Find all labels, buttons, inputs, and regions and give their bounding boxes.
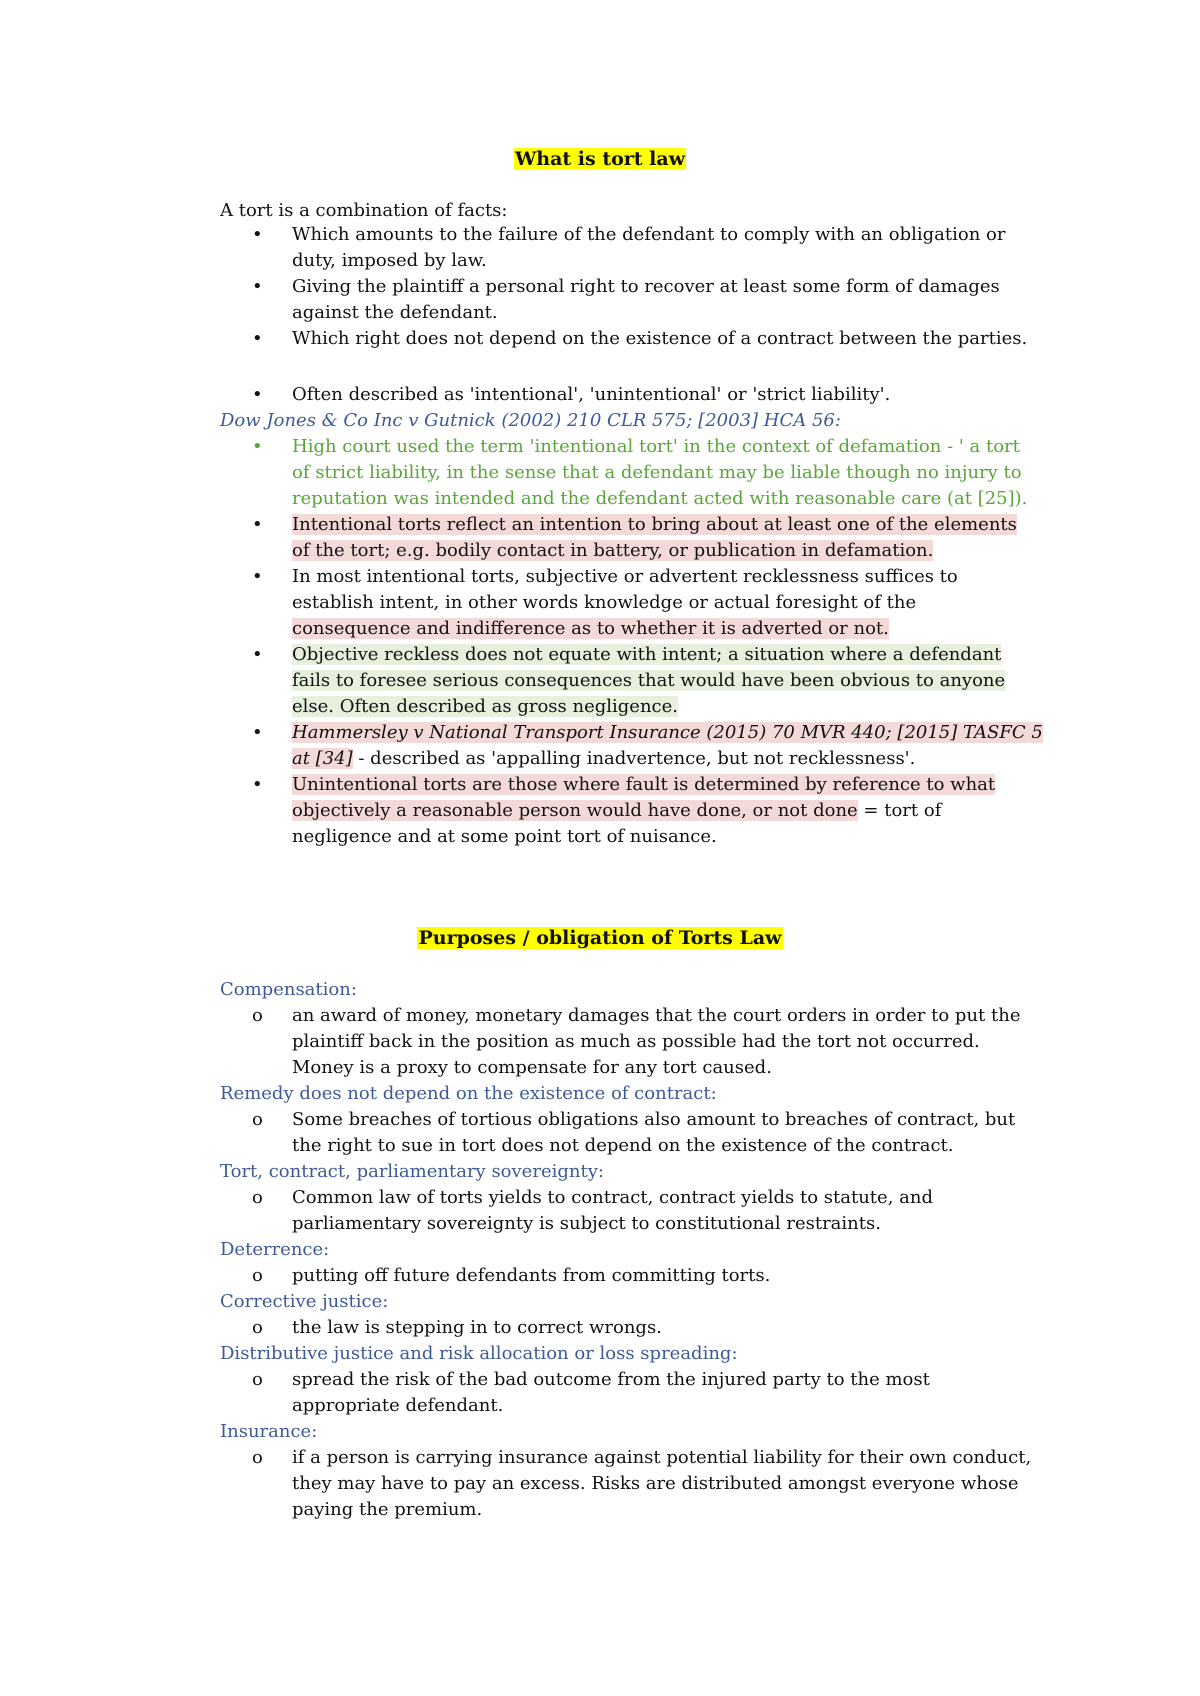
list-item: High court used the term 'intentional tort' in the context of defamation - ' a tort of strict liability, in the sense that a defendant may be liable though no injury to reputation was intended and the defendant acted with reasonable care (at [25]).	[292, 436, 1028, 509]
circle-bullet-icon: o	[252, 1005, 263, 1026]
list-item: Objective reckless does not equate with intent; a situation where a defendant fails to foresee serious consequences that would have been obvious to anyone else. Often described as gross negligence.	[292, 644, 1006, 717]
case-reference: Dow Jones & Co Inc v Gutnick (2002) 210 CLR 575; [2003] HCA 56:	[220, 410, 841, 431]
circle-bullet-icon: o	[252, 1109, 263, 1130]
list-item: spread the risk of the bad outcome from the injured party to the most appropriate defendant.	[292, 1369, 930, 1416]
bullet-icon: •	[252, 514, 263, 535]
list-item: Often described as 'intentional', 'unintentional' or 'strict liability'.	[292, 384, 891, 405]
list-item: Intentional torts reflect an intention to bring about at least one of the elements of the tort; e.g. bodily contact in battery, or publication in defamation.	[292, 514, 1017, 561]
group-label: Insurance:	[220, 1421, 318, 1442]
section-heading-purposes: Purposes / obligation of Torts Law	[418, 927, 782, 949]
circle-bullet-icon: o	[252, 1187, 263, 1208]
bullet-icon: •	[252, 722, 263, 743]
circle-bullet-icon: o	[252, 1265, 263, 1286]
group-label: Corrective justice:	[220, 1291, 389, 1312]
section-heading-tort-law: What is tort law	[514, 148, 686, 170]
group-label: Tort, contract, parliamentary sovereignty:	[220, 1161, 604, 1182]
group-label: Deterrence:	[220, 1239, 330, 1260]
list-item: Which amounts to the failure of the defendant to comply with an obligation or duty, imposed by law.	[292, 224, 1006, 271]
circle-bullet-icon: o	[252, 1447, 263, 1468]
list-item: the law is stepping in to correct wrongs.	[292, 1317, 662, 1338]
bullet-icon: •	[252, 566, 263, 587]
list-item: Common law of torts yields to contract, contract yields to statute, and parliamentary sovereignty is subject to constitutional restraints.	[292, 1187, 933, 1234]
bullet-icon: •	[252, 224, 263, 245]
group-label: Compensation:	[220, 979, 357, 1000]
list-item: an award of money, monetary damages that the court orders in order to put the plaintiff back in the position as much as possible had the tort not occurred. Money is a proxy to compensate for any tort caused.	[292, 1005, 1021, 1078]
bullet-icon: •	[252, 644, 263, 665]
bullet-icon: •	[252, 774, 263, 795]
intro-text: A tort is a combination of facts:	[220, 200, 508, 221]
list-item: Some breaches of tortious obligations also amount to breaches of contract, but the right to sue in tort does not depend on the existence of the contract.	[292, 1109, 1016, 1156]
circle-bullet-icon: o	[252, 1369, 263, 1390]
list-item: putting off future defendants from committing torts.	[292, 1265, 771, 1286]
list-item: In most intentional torts, subjective or advertent recklessness suffices to establish intent, in other words knowledge or actual foresight of the consequence and indifference as to whether it is adverted or not.	[292, 566, 958, 639]
bullet-icon: •	[252, 384, 263, 405]
list-item: Unintentional torts are those where fault is determined by reference to what objectively a reasonable person would have done, or not done = tort of negligence and at some point tort of nuisance.	[292, 774, 996, 847]
bullet-icon: •	[252, 276, 263, 297]
bullet-icon: •	[252, 436, 263, 457]
list-item: Which right does not depend on the existence of a contract between the parties.	[292, 328, 1028, 349]
bullet-icon: •	[252, 328, 263, 349]
list-item: if a person is carrying insurance against potential liability for their own conduct, they may have to pay an excess. Risks are distributed amongst everyone whose paying the premium.	[292, 1447, 1032, 1520]
group-label: Remedy does not depend on the existence of contract:	[220, 1083, 717, 1104]
circle-bullet-icon: o	[252, 1317, 263, 1338]
list-item: Hammersley v National Transport Insurance (2015) 70 MVR 440; [2015] TASFC 5 at [34] - described as 'appalling inadvertence, but not recklessness'.	[292, 722, 1043, 769]
group-label: Distributive justice and risk allocation or loss spreading:	[220, 1343, 738, 1364]
list-item: Giving the plaintiff a personal right to recover at least some form of damages against the defendant.	[292, 276, 1000, 323]
